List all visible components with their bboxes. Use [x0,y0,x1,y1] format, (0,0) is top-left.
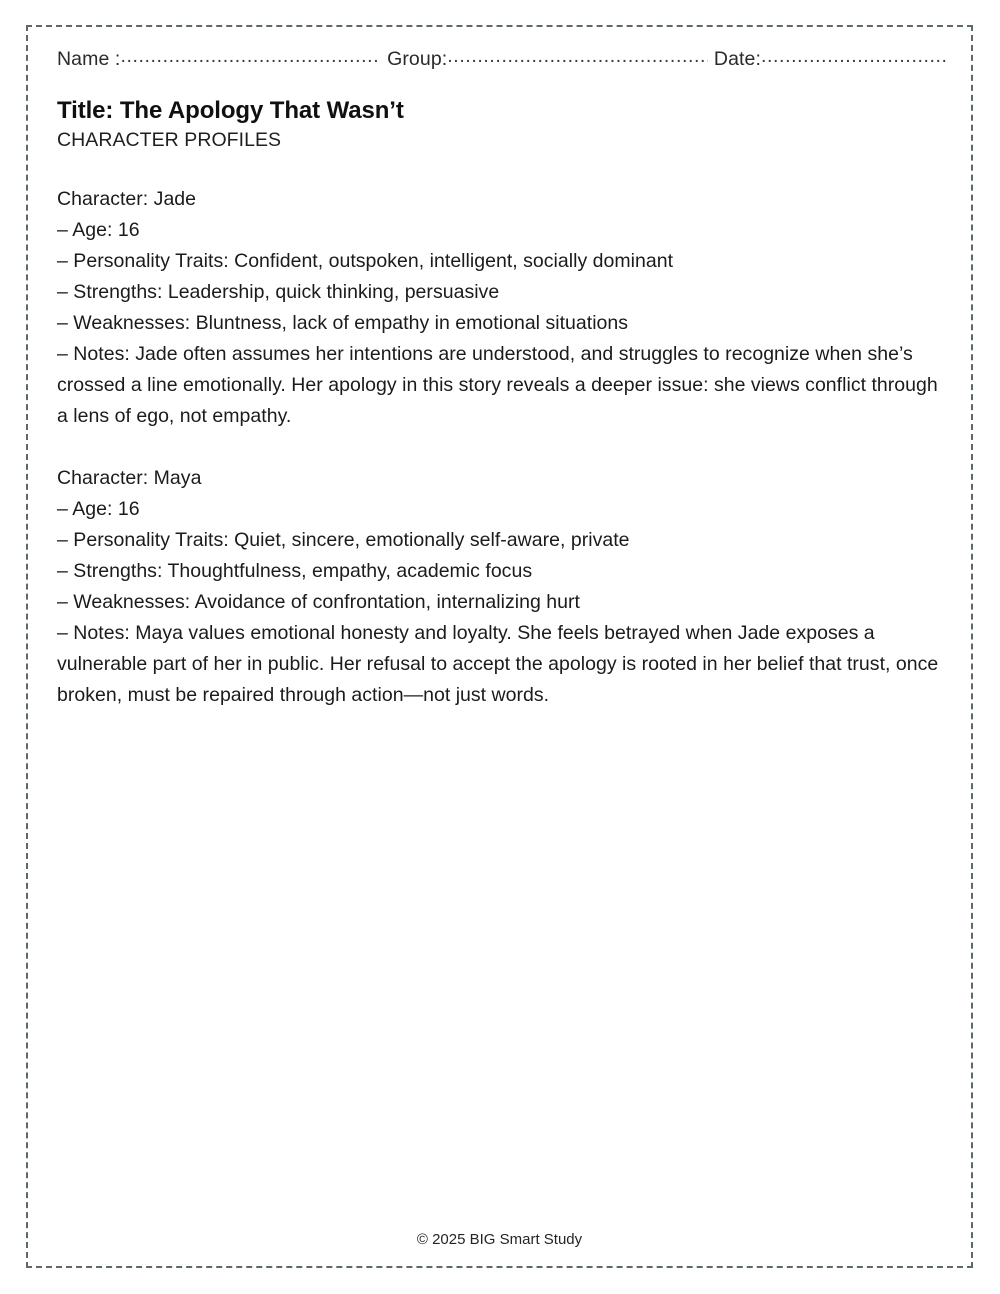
date-label: Date: [713,47,761,70]
group-fill-line[interactable] [447,45,708,65]
profile-heading: Character: Jade [57,188,197,211]
name-fill-line[interactable] [120,45,381,65]
profile-notes: – Notes: Maya values emotional honesty and loyalty. She feels betrayed when Jade exposes a vulnerable part of her in public. Her refusal to accept the apology is rooted in her belief that trust, once broken, must be repaired through action—not just words. [57,622,939,707]
character-profile-maya [57,463,947,711]
profile-notes: – Notes: Jade often assumes her intentions are understood, and struggles to recognize when she’s crossed a line emotionally. Her apology in this story reveals a deeper issue: she views conflict through a lens of ego, not empathy. [57,343,938,428]
student-info-bar [57,45,947,71]
profile-personality-traits: – Personality Traits: Confident, outspoken, intelligent, socially dominant [57,250,674,273]
profile-weaknesses: – Weaknesses: Bluntness, lack of empathy in emotional situations [57,312,629,335]
profile-age: – Age: 16 [57,219,140,242]
profile-strengths: – Strengths: Leadership, quick thinking, persuasive [57,281,500,304]
worksheet-content [57,45,947,711]
profile-age: – Age: 16 [57,498,140,521]
profile-weaknesses: – Weaknesses: Avoidance of confrontation, internalizing hurt [57,591,580,614]
date-fill-line[interactable] [761,45,947,65]
profile-strengths: – Strengths: Thoughtfulness, empathy, academic focus [57,560,533,583]
character-profile-jade [57,184,947,432]
page-title: Title: The Apology That Wasn’t [57,96,404,124]
profile-personality-traits: – Personality Traits: Quiet, sincere, emotionally self-aware, private [57,529,630,552]
copyright-footer: © 2025 BIG Smart Study [416,1231,583,1248]
group-label: Group: [387,47,448,70]
page-subtitle: CHARACTER PROFILES [57,128,282,151]
name-label: Name : [57,47,121,70]
profile-heading: Character: Maya [57,467,202,490]
